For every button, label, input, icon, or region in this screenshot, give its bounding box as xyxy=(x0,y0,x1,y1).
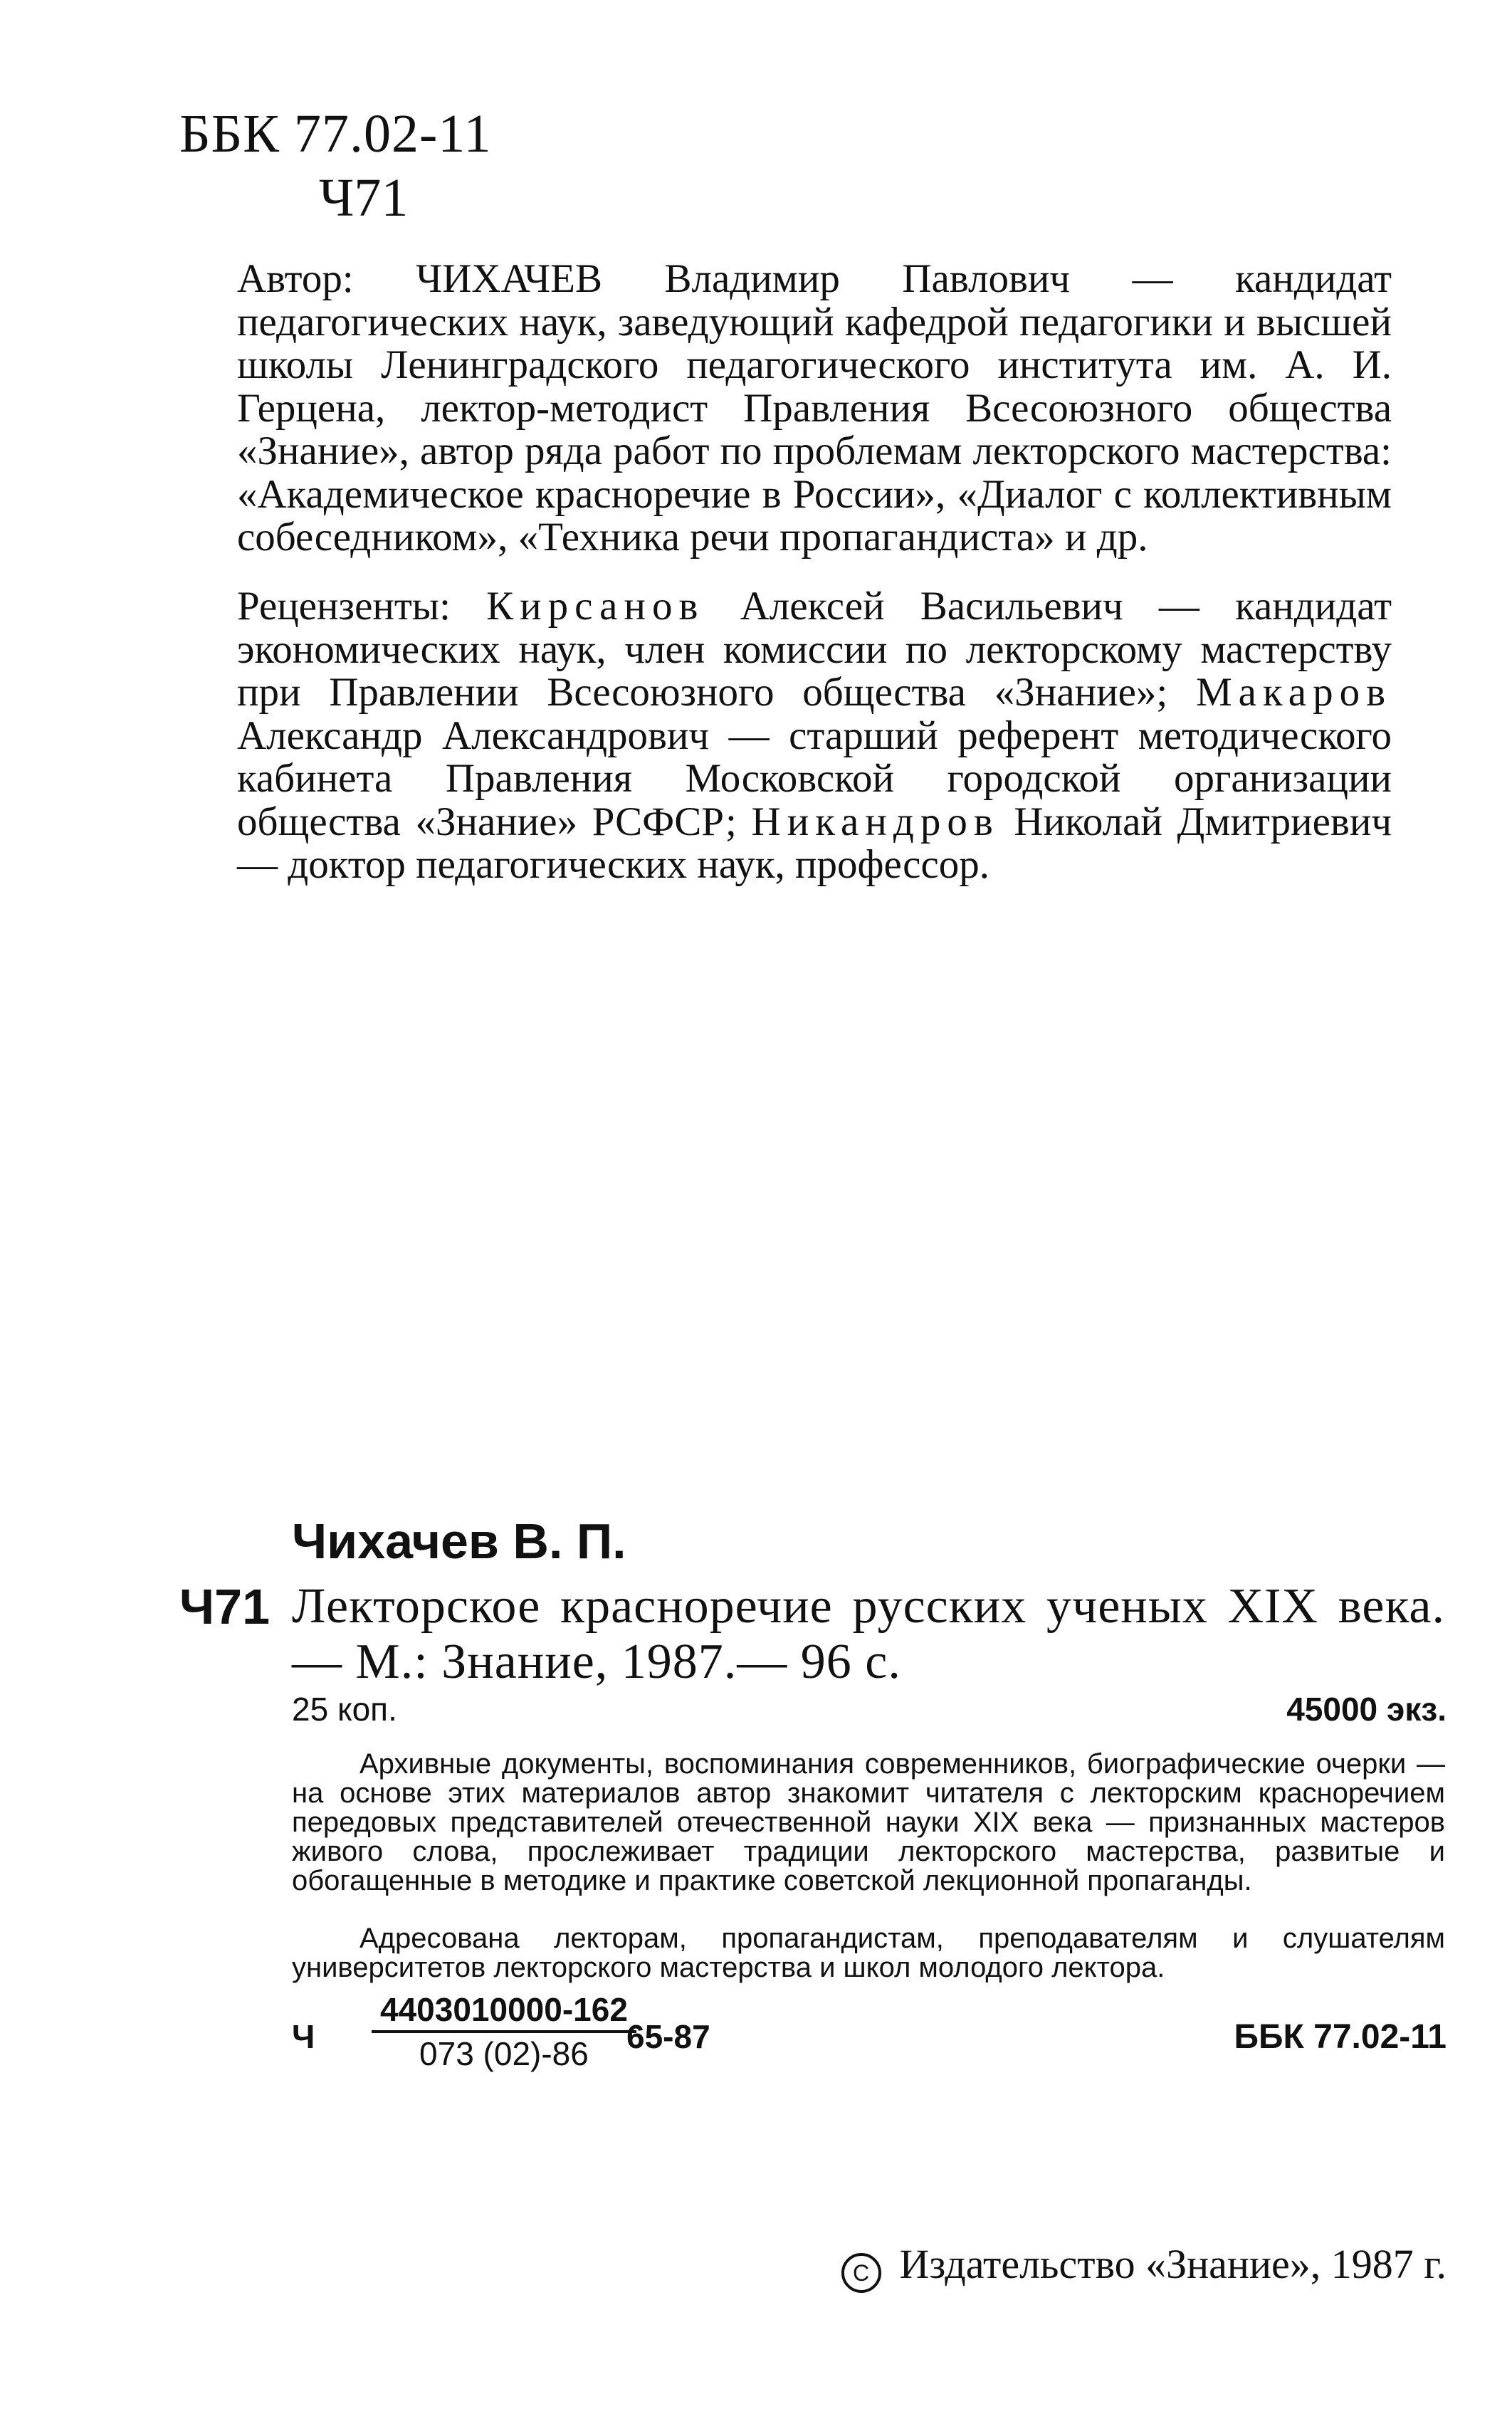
abstract-text: Архивные документы, воспоминания современников, биографические очерки — на основе этих материалов автор знакомит читателя с лекторским красноречием передовых представителей отечественной науки XIX века — признанных мастеров живого слова, прослеживает традиции лекторского мастерства, развитые и обогащенные в методике и практике советской лекционной пропаганды. xyxy=(292,1748,1445,1896)
reviewer-name-makarov: Макаров xyxy=(1195,670,1392,715)
catalog-shelf-code: Ч71 xyxy=(179,1579,271,1634)
copyright-icon: C xyxy=(841,2253,881,2293)
copyright-text: Издательство «Знание», 1987 г. xyxy=(899,2241,1447,2287)
reviewer-info-kirsanov: Алексей Васильевич — кандидат экономических наук, член комиссии по лекторскому мастерству при Правлении Всесоюзного общества «Знание»; xyxy=(237,584,1392,715)
copyright-line xyxy=(841,2241,1447,2293)
reviewer-name-nikandrov: Никандров xyxy=(751,799,999,844)
index-suffix: 65-87 xyxy=(626,2018,710,2055)
index-prefix: Ч xyxy=(292,2018,315,2055)
index-numerator: 4403010000-162 xyxy=(372,1993,636,2033)
reviewer-info-nikandrov: Николай Дмитриевич — доктор педагогических наук, профессор. xyxy=(237,799,1392,887)
circulation: 45000 экз. xyxy=(1286,1691,1447,1728)
shelf-code: Ч71 xyxy=(319,168,409,228)
reviewer-name-kirsanov: Кирсанов xyxy=(486,584,705,629)
reviewers-block xyxy=(237,585,1392,887)
reviewers-label: Рецензенты: xyxy=(237,584,451,629)
price: 25 коп. xyxy=(292,1691,397,1728)
author-note: Автор: ЧИХАЧЕВ Владимир Павлович — кандидат педагогических наук, заведующий кафедрой педагогики и высшей школы Ленинградского педагогического института им. А. И. Герцена, лектор-методист Правления Всесоюзного общества «Знание», автор ряда работ по проблемам лекторского мастерства: «Академическое красноречие в России», «Диалог с коллективным собеседником», «Техника речи пропагандиста» и др. xyxy=(237,256,1392,560)
catalog-title: Лекторское красноречие русских ученых XIX века.— М.: Знание, 1987.— 96 с. xyxy=(292,1579,1445,1689)
index-fraction xyxy=(372,1993,636,2070)
reviewer-info-makarov: Александр Александрович — старший референт методического кабинета Правления Московской городской организации общества «Знание» РСФСР; xyxy=(237,713,1392,844)
index-denominator: 073 (02)-86 xyxy=(419,2035,589,2072)
audience-text: Адресована лекторам, пропагандистам, преподавателям и слушателям университетов лекторского мастерства и школ молодого лектора. xyxy=(292,1923,1445,1983)
catalog-bbk: ББК 77.02-11 xyxy=(1234,2018,1447,2056)
bbk-code: ББК 77.02-11 xyxy=(179,104,492,164)
catalog-author: Чихачев В. П. xyxy=(292,1513,626,1569)
